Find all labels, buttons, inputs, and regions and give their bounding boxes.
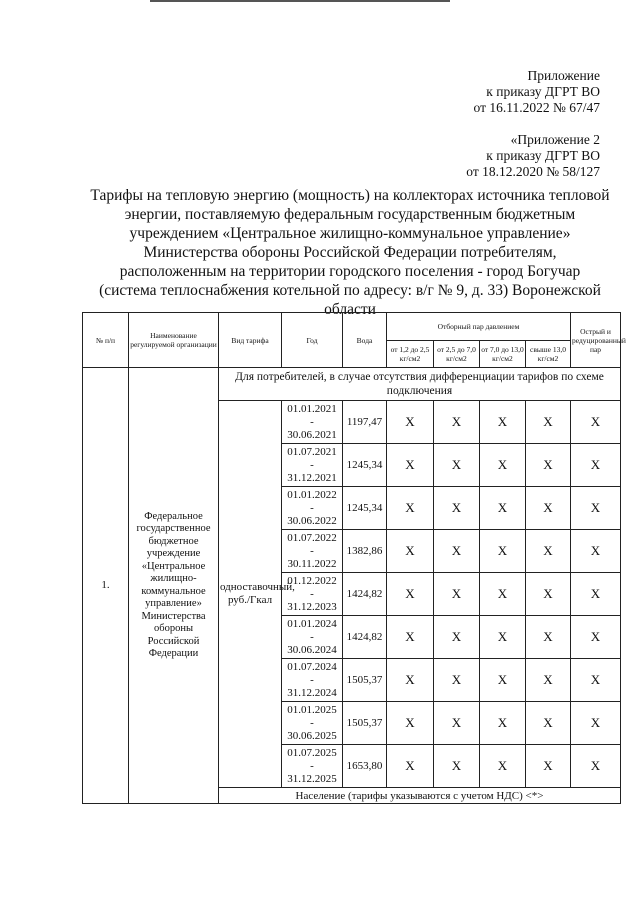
- document-title: Тарифы на тепловую энергию (мощность) на коллекторах источника тепловой энергии, поставляемую федеральным государственным бюджетным учреждением «Центральное жилищно-коммунальное управление» Министерства обороны Российской Федерации потребителям, расположенным на территории городского поселения - город Богучар (система теплоснабжения котельной по адресу: в/г № 9, д. 33) Воронежской области: [90, 187, 610, 318]
- col-steam-group: Отборный пар давлением: [387, 313, 571, 341]
- not-applicable-mark: X: [434, 487, 480, 530]
- not-applicable-mark: X: [434, 401, 480, 444]
- not-applicable-mark: X: [480, 702, 526, 745]
- period-to: 30.06.2022: [287, 514, 337, 527]
- col-p3: от 7,0 до 13,0 кг/см2: [480, 341, 526, 368]
- water-tariff: 1505,37: [343, 702, 387, 745]
- period-to: 31.12.2025: [287, 772, 337, 785]
- not-applicable-mark: X: [571, 401, 621, 444]
- not-applicable-mark: X: [526, 444, 571, 487]
- not-applicable-mark: X: [571, 702, 621, 745]
- period-to: 30.11.2022: [287, 557, 337, 570]
- period-cell: [282, 573, 343, 616]
- not-applicable-mark: X: [526, 659, 571, 702]
- period-from: 01.07.2025: [287, 746, 337, 759]
- not-applicable-mark: X: [571, 616, 621, 659]
- header-line: «Приложение 2: [510, 132, 600, 147]
- not-applicable-mark: X: [387, 530, 434, 573]
- period-dash: -: [310, 673, 314, 686]
- not-applicable-mark: X: [526, 530, 571, 573]
- not-applicable-mark: X: [387, 401, 434, 444]
- not-applicable-mark: X: [480, 616, 526, 659]
- not-applicable-mark: X: [434, 745, 480, 788]
- period-dash: -: [310, 544, 314, 557]
- period-from: 01.07.2021: [287, 445, 337, 458]
- water-tariff: 1245,34: [343, 487, 387, 530]
- not-applicable-mark: X: [387, 745, 434, 788]
- period-dash: -: [310, 587, 314, 600]
- not-applicable-mark: X: [526, 573, 571, 616]
- water-tariff: 1197,47: [343, 401, 387, 444]
- period-dash: -: [310, 415, 314, 428]
- col-year: Год: [282, 313, 343, 368]
- period-from: 01.07.2022: [287, 531, 337, 544]
- not-applicable-mark: X: [526, 401, 571, 444]
- period-to: 31.12.2024: [287, 686, 337, 699]
- period-to: 30.06.2021: [287, 428, 337, 441]
- period-to: 30.06.2025: [287, 729, 337, 742]
- col-type: Вид тарифа: [219, 313, 282, 368]
- not-applicable-mark: X: [480, 659, 526, 702]
- col-water: Вода: [343, 313, 387, 368]
- not-applicable-mark: X: [387, 573, 434, 616]
- tariff-table: [82, 312, 626, 804]
- not-applicable-mark: X: [571, 573, 621, 616]
- organization-name: Федеральное государственное бюджетное учреждение «Центральное жилищно-коммунальное управление» Министерства обороны Российской Федерации: [129, 368, 219, 804]
- period-dash: -: [310, 630, 314, 643]
- not-applicable-mark: X: [434, 573, 480, 616]
- period-dash: -: [310, 501, 314, 514]
- not-applicable-mark: X: [434, 702, 480, 745]
- col-p2: от 2,5 до 7,0 кг/см2: [434, 341, 480, 368]
- tariff-type: одноставочный, руб./Гкал: [219, 401, 282, 788]
- not-applicable-mark: X: [526, 745, 571, 788]
- header-line: к приказу ДГРТ ВО: [486, 148, 600, 163]
- col-p4: свыше 13,0 кг/см2: [526, 341, 571, 368]
- appendix-header: [474, 68, 600, 116]
- period-to: 31.12.2021: [287, 471, 337, 484]
- not-applicable-mark: X: [434, 659, 480, 702]
- period-cell: [282, 616, 343, 659]
- not-applicable-mark: X: [571, 444, 621, 487]
- not-applicable-mark: X: [387, 702, 434, 745]
- col-p1: от 1,2 до 2,5 кг/см2: [387, 341, 434, 368]
- period-dash: -: [310, 716, 314, 729]
- appendix2-header: [466, 132, 600, 180]
- not-applicable-mark: X: [480, 487, 526, 530]
- not-applicable-mark: X: [571, 487, 621, 530]
- period-cell: [282, 530, 343, 573]
- col-num: № п/п: [83, 313, 129, 368]
- not-applicable-mark: X: [434, 530, 480, 573]
- water-tariff: 1424,82: [343, 616, 387, 659]
- section-header: Для потребителей, в случае отсутствия дифференциации тарифов по схеме подключения: [219, 368, 621, 401]
- period-from: 01.01.2025: [287, 703, 337, 716]
- period-dash: -: [310, 759, 314, 772]
- not-applicable-mark: X: [571, 530, 621, 573]
- not-applicable-mark: X: [387, 616, 434, 659]
- not-applicable-mark: X: [434, 444, 480, 487]
- period-from: 01.01.2021: [287, 402, 337, 415]
- not-applicable-mark: X: [480, 401, 526, 444]
- period-from: 01.01.2024: [287, 617, 337, 630]
- not-applicable-mark: X: [480, 745, 526, 788]
- not-applicable-mark: X: [387, 487, 434, 530]
- period-cell: [282, 401, 343, 444]
- period-dash: -: [310, 458, 314, 471]
- period-from: 01.07.2024: [287, 660, 337, 673]
- not-applicable-mark: X: [526, 616, 571, 659]
- not-applicable-mark: X: [526, 702, 571, 745]
- period-from: 01.01.2022: [287, 488, 337, 501]
- water-tariff: 1245,34: [343, 444, 387, 487]
- scan-edge: [150, 0, 450, 2]
- not-applicable-mark: X: [387, 659, 434, 702]
- period-to: 31.12.2023: [287, 600, 337, 613]
- not-applicable-mark: X: [480, 530, 526, 573]
- section-header: Население (тарифы указываются с учетом НДС) <*>: [219, 788, 621, 804]
- period-cell: [282, 702, 343, 745]
- header-line: от 18.12.2020 № 58/127: [466, 164, 600, 179]
- header-line: к приказу ДГРТ ВО: [486, 84, 600, 99]
- water-tariff: 1424,82: [343, 573, 387, 616]
- not-applicable-mark: X: [480, 444, 526, 487]
- not-applicable-mark: X: [571, 659, 621, 702]
- period-cell: [282, 745, 343, 788]
- not-applicable-mark: X: [526, 487, 571, 530]
- header-line: от 16.11.2022 № 67/47: [473, 100, 600, 115]
- row-number: 1.: [83, 368, 129, 804]
- period-to: 30.06.2024: [287, 643, 337, 656]
- water-tariff: 1382,86: [343, 530, 387, 573]
- not-applicable-mark: X: [387, 444, 434, 487]
- header-line: Приложение: [527, 68, 600, 83]
- period-cell: [282, 444, 343, 487]
- not-applicable-mark: X: [434, 616, 480, 659]
- period-from: 01.12.2022: [287, 574, 337, 587]
- col-org: Наименование регулируемой организации: [129, 313, 219, 368]
- col-sharp-steam: Острый и редуцированный пар: [571, 313, 621, 368]
- water-tariff: 1653,80: [343, 745, 387, 788]
- period-cell: [282, 659, 343, 702]
- period-cell: [282, 487, 343, 530]
- not-applicable-mark: X: [571, 745, 621, 788]
- not-applicable-mark: X: [480, 573, 526, 616]
- water-tariff: 1505,37: [343, 659, 387, 702]
